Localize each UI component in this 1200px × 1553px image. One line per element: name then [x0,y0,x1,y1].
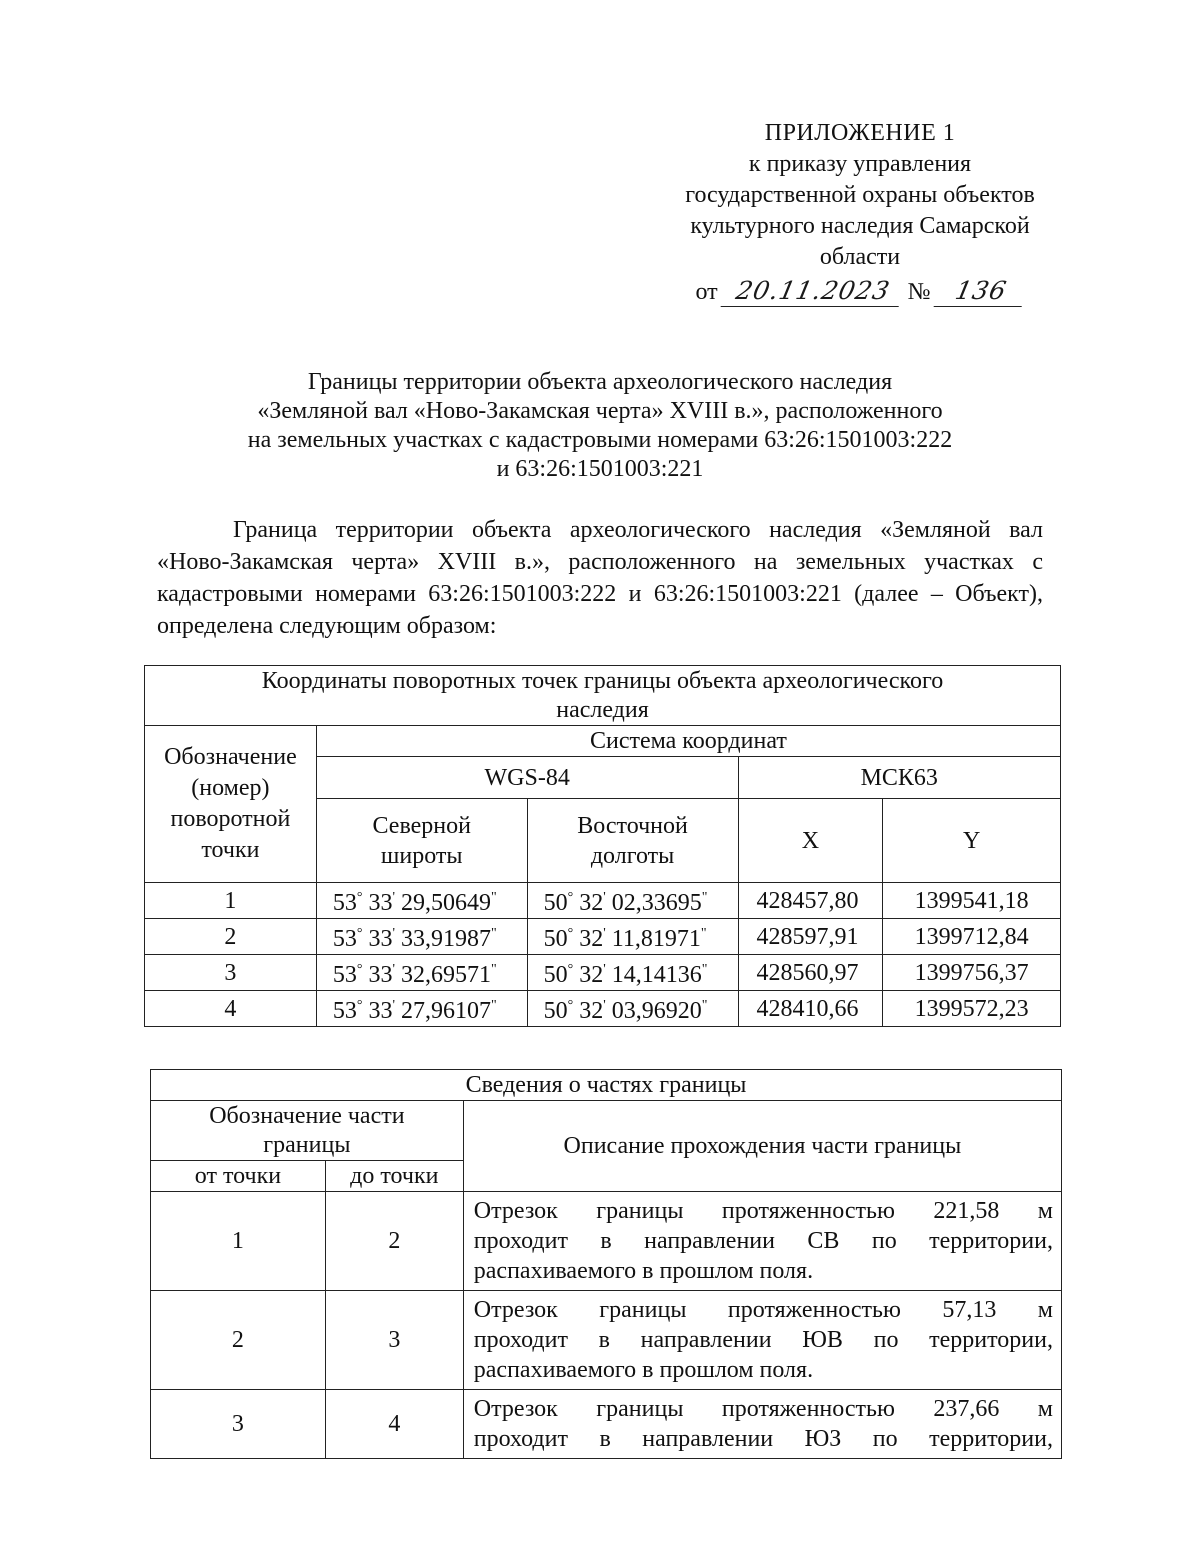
x-cell: 428597,91 [738,919,883,955]
title-line: «Земляной вал «Ново-Закамская черта» XVIII в.», расположенного [257,398,943,424]
description-line: Отрезок границы протяженностью 237,66 м [473,1396,1053,1422]
intro-paragraph: Граница территории объекта археологического наследия «Земляной вал «Ново-Закамская черта» XVIII в.», расположенного на земельных участках с кадастровыми номерами 63:26:1501003:222 и 63:26:1501003:221 (далее – Объект), определена следующим образом: [157,517,1043,639]
appendix-header [640,118,1080,308]
number-label: № [907,279,931,305]
description-line: проходит в направлении ЮВ по территории, [473,1327,1053,1353]
appendix-line: государственной охраны объектов [685,182,1035,208]
north-header: Северной широты [316,799,527,883]
table-row [151,1390,1062,1459]
from-point-cell: 2 [151,1291,326,1390]
table-row [151,1291,1062,1390]
x-header: X [738,799,883,883]
description-line: Отрезок границы протяженностью 221,58 м [473,1198,1053,1224]
description-line: распахиваемого в прошлом поля. [473,1357,814,1383]
longitude-cell: 50° 32' 11,81971" [527,919,738,955]
description-header: Описание прохождения части границы [463,1101,1061,1192]
parts-caption: Сведения о частях границы [151,1070,1062,1101]
table-row [145,883,1061,919]
description-cell [463,1192,1061,1291]
latitude-cell: 53° 33' 29,50649" [316,883,527,919]
point-cell: 3 [145,955,317,991]
table-row [151,1192,1062,1291]
longitude-cell: 50° 32' 03,96920" [527,991,738,1027]
y-cell: 1399712,84 [883,919,1061,955]
coordinates-table [144,665,1061,1027]
longitude-cell: 50° 32' 02,33695" [527,883,738,919]
description-line: распахиваемого в прошлом поля. [473,1258,814,1284]
description-cell [463,1390,1061,1459]
to-point-header: до точки [325,1161,463,1192]
description-line: проходит в направлении СВ по территории, [473,1228,1053,1254]
system-header: Система координат [316,726,1060,757]
order-date-number [695,275,1024,308]
to-point-cell: 2 [325,1192,463,1291]
from-label: от [695,279,718,305]
x-cell: 428560,97 [738,955,883,991]
point-cell: 1 [145,883,317,919]
description-cell [463,1291,1061,1390]
handwritten-date: 20.11.2023 [720,275,905,307]
y-header: Y [883,799,1061,883]
x-cell: 428457,80 [738,883,883,919]
y-cell: 1399572,23 [883,991,1061,1027]
longitude-cell: 50° 32' 14,14136" [527,955,738,991]
title-line: Границы территории объекта археологического наследия [307,369,893,395]
latitude-cell: 53° 33' 33,91987" [316,919,527,955]
msk-header: МСК63 [738,757,1061,799]
description-line: Отрезок границы протяженностью 57,13 м [473,1297,1053,1323]
boundary-parts-table [150,1069,1062,1459]
from-point-cell: 3 [151,1390,326,1459]
east-header: Восточной долготы [527,799,738,883]
appendix-line: к приказу управления [748,151,972,177]
from-point-cell: 1 [151,1192,326,1291]
designation-header: Обозначение части границы [151,1101,464,1161]
table-row [145,919,1061,955]
wgs-header: WGS-84 [316,757,738,799]
document-title [150,368,1050,484]
point-cell: 2 [145,919,317,955]
from-point-header: от точки [151,1161,326,1192]
coords-caption: Координаты поворотных точек границы объекта археологического наследия [145,666,1061,726]
table-row [145,955,1061,991]
point-cell: 4 [145,991,317,1027]
title-line: на земельных участках с кадастровыми номерами 63:26:1501003:222 [247,427,953,453]
handwritten-number: 136 [933,275,1028,307]
to-point-cell: 4 [325,1390,463,1459]
appendix-title: ПРИЛОЖЕНИЕ 1 [764,120,956,146]
latitude-cell: 53° 33' 27,96107" [316,991,527,1027]
latitude-cell: 53° 33' 32,69571" [316,955,527,991]
y-cell: 1399541,18 [883,883,1061,919]
x-cell: 428410,66 [738,991,883,1027]
appendix-line: культурного наследия Самарской [690,213,1030,239]
to-point-cell: 3 [325,1291,463,1390]
table-row [145,991,1061,1027]
y-cell: 1399756,37 [883,955,1061,991]
title-line: и 63:26:1501003:221 [496,456,704,482]
description-line: проходит в направлении ЮЗ по территории, [473,1426,1053,1452]
appendix-line: области [819,244,901,270]
point-header: Обозначение (номер) поворотной точки [145,726,317,883]
